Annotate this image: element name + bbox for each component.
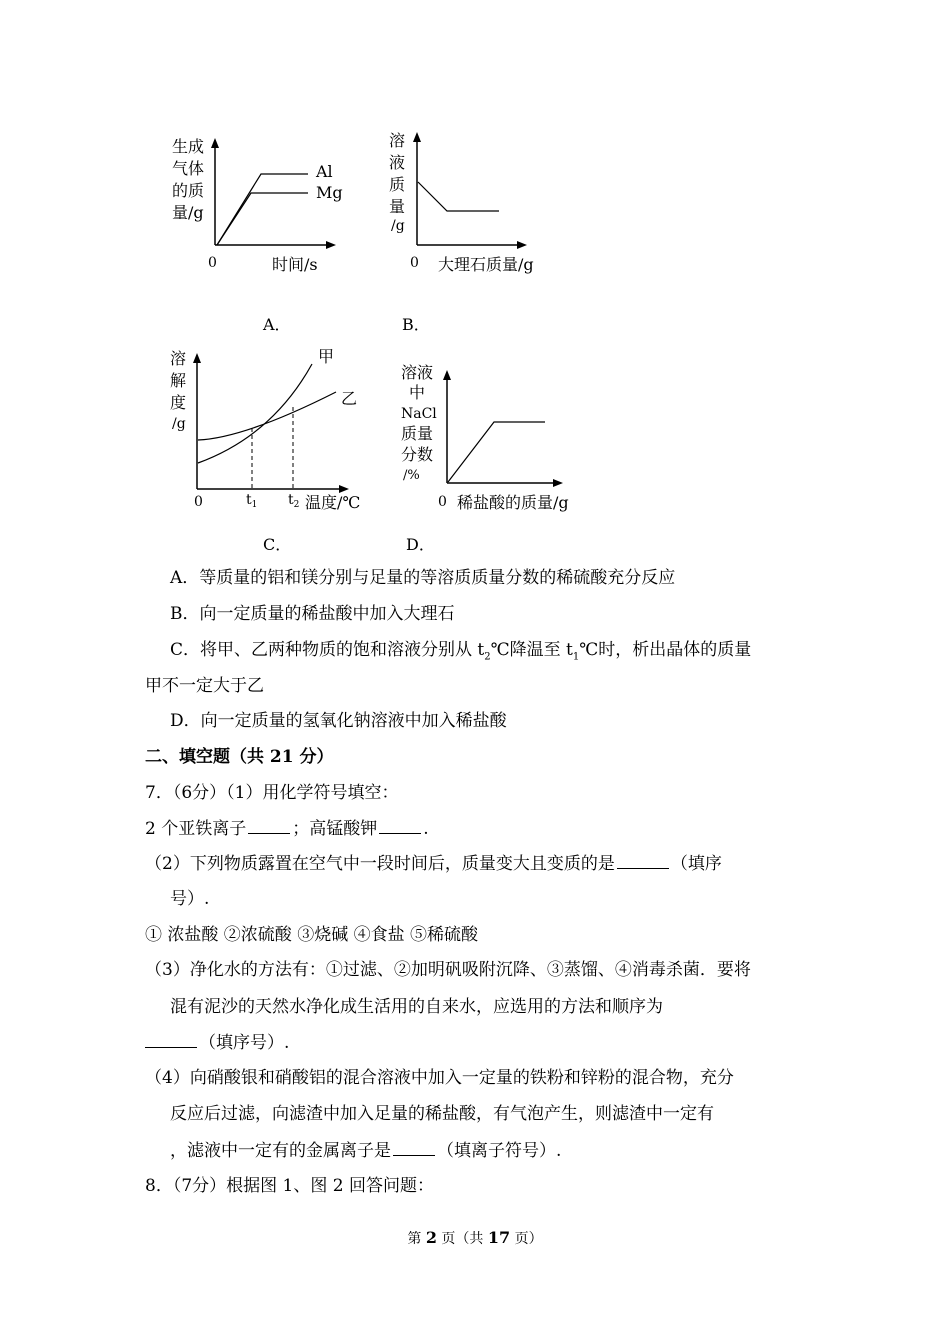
x-label-b: 大理石质量/g [438,255,534,274]
origin-b: 0 [410,255,419,271]
blank-part2 [617,852,669,869]
caption-d: D． [406,535,435,554]
q7-part1: 2 个亚铁离子 ；高锰酸钾 . [145,819,429,839]
y-label-b3: 质 [389,175,406,194]
mg-curve [217,193,308,245]
option-c-continued: 甲不一定大于乙 [145,676,264,696]
q7-part2: （2）下列物质露置在空气中一段时间后，质量变大且变质的是 （填序 [145,854,722,874]
tick-t1: $t_1$ [246,492,258,510]
q7-part2-continued: 号）. [170,889,210,909]
y-label-a4: 量/g [172,203,204,222]
q7-part4-line2: 反应后过滤，向滤渣中加入足量的稀盐酸，有气泡产生，则滤渣中一定有 [170,1104,714,1124]
y-label-a2: 气体 [172,159,205,178]
caption-c: C． [263,535,292,554]
y-label-a3: 的质 [172,181,205,200]
graph-c [160,340,370,515]
option-b: B．向一定质量的稀盐酸中加入大理石 [170,604,455,624]
graph-d [395,358,585,515]
y-label-d4: 质量 [401,424,434,443]
series-mg: Mg [316,183,343,202]
tick-t2: $t_2$ [288,492,300,510]
x-label-a: 时间/s [272,255,318,274]
blank-kmno4 [379,817,421,834]
series-yi: 乙 [341,389,358,408]
q7-part4: （4）向硝酸银和硝酸铝的混合溶液中加入一定量的铁粉和锌粉的混合物，充分 [145,1068,734,1088]
section-heading: 二、填空题（共 21 分） [145,747,334,767]
y-label-b5: /g [391,218,405,234]
q7-part3-line3: （填序号）. [145,1031,289,1054]
q8-stem: 8．（7分）根据图 1、图 2 回答问题： [145,1176,434,1196]
q7-part3: （3）净化水的方法有：①过滤、②加明矾吸附沉降、③蒸馏、④消毒杀菌．要将 [145,960,751,980]
series-jia: 甲 [318,347,335,366]
origin-a: 0 [208,255,217,271]
jia-curve [198,364,312,463]
y-label-b4: 量 [389,197,406,216]
graph-b [385,124,555,280]
option-c: C．将甲、乙两种物质的饱和溶液分别从 $t_2℃$降温至 $t_1℃$时，析出晶体的质量 [170,640,752,663]
origin-c: 0 [194,494,203,510]
y-label-c1: 溶 [170,349,187,368]
option-d: D．向一定质量的氢氧化钠溶液中加入稀盐酸 [170,711,507,731]
y-label-a1: 生成 [172,137,205,156]
y-label-c3: 度 [170,393,187,412]
page-footer: 第 2 页（共 17 页） [407,1228,543,1247]
caption-a: A． [263,315,291,334]
y-label-c4: /g [172,416,186,432]
yi-curve [198,392,336,440]
y-label-b2: 液 [389,153,406,172]
caption-b: B． [402,315,430,334]
y-label-b1: 溶 [389,131,406,150]
q7-part4-line3: ，滤液中一定有的金属离子是 （填离子符号）. [170,1141,562,1161]
y-label-d3: NaCl [401,406,437,422]
graph-a [160,130,360,280]
y-label-c2: 解 [170,371,187,390]
blank-part4 [393,1139,435,1156]
blank-ferrous-ions [248,817,290,834]
page-total: 17 [487,1228,511,1247]
page-number: 2 [425,1228,437,1247]
option-a: A．等质量的铝和镁分别与足量的等溶质质量分数的稀硫酸充分反应 [170,568,676,588]
q7-part3-line2: 混有泥沙的天然水净化成生活用的自来水，应选用的方法和顺序为 [170,997,663,1017]
y-label-d1: 溶液 [401,363,434,382]
y-label-d5: 分数 [401,445,434,464]
series-al: Al [316,162,333,181]
q7-part2-options: ① 浓盐酸 ②浓硫酸 ③烧碱 ④食盐 ⑤稀硫酸 [145,925,479,945]
y-label-d2: 中 [409,383,426,402]
solution-mass-curve [418,182,499,211]
nacl-fraction-curve [448,422,545,482]
y-label-d6: /% [403,468,420,483]
blank-part3 [145,1031,197,1048]
q7-stem: 7．（6分）（1）用化学符号填空： [145,783,399,803]
al-curve [217,174,308,245]
x-label-c: 温度/℃ [305,493,361,512]
origin-d: 0 [438,494,447,510]
x-label-d: 稀盐酸的质量/g [457,493,569,512]
